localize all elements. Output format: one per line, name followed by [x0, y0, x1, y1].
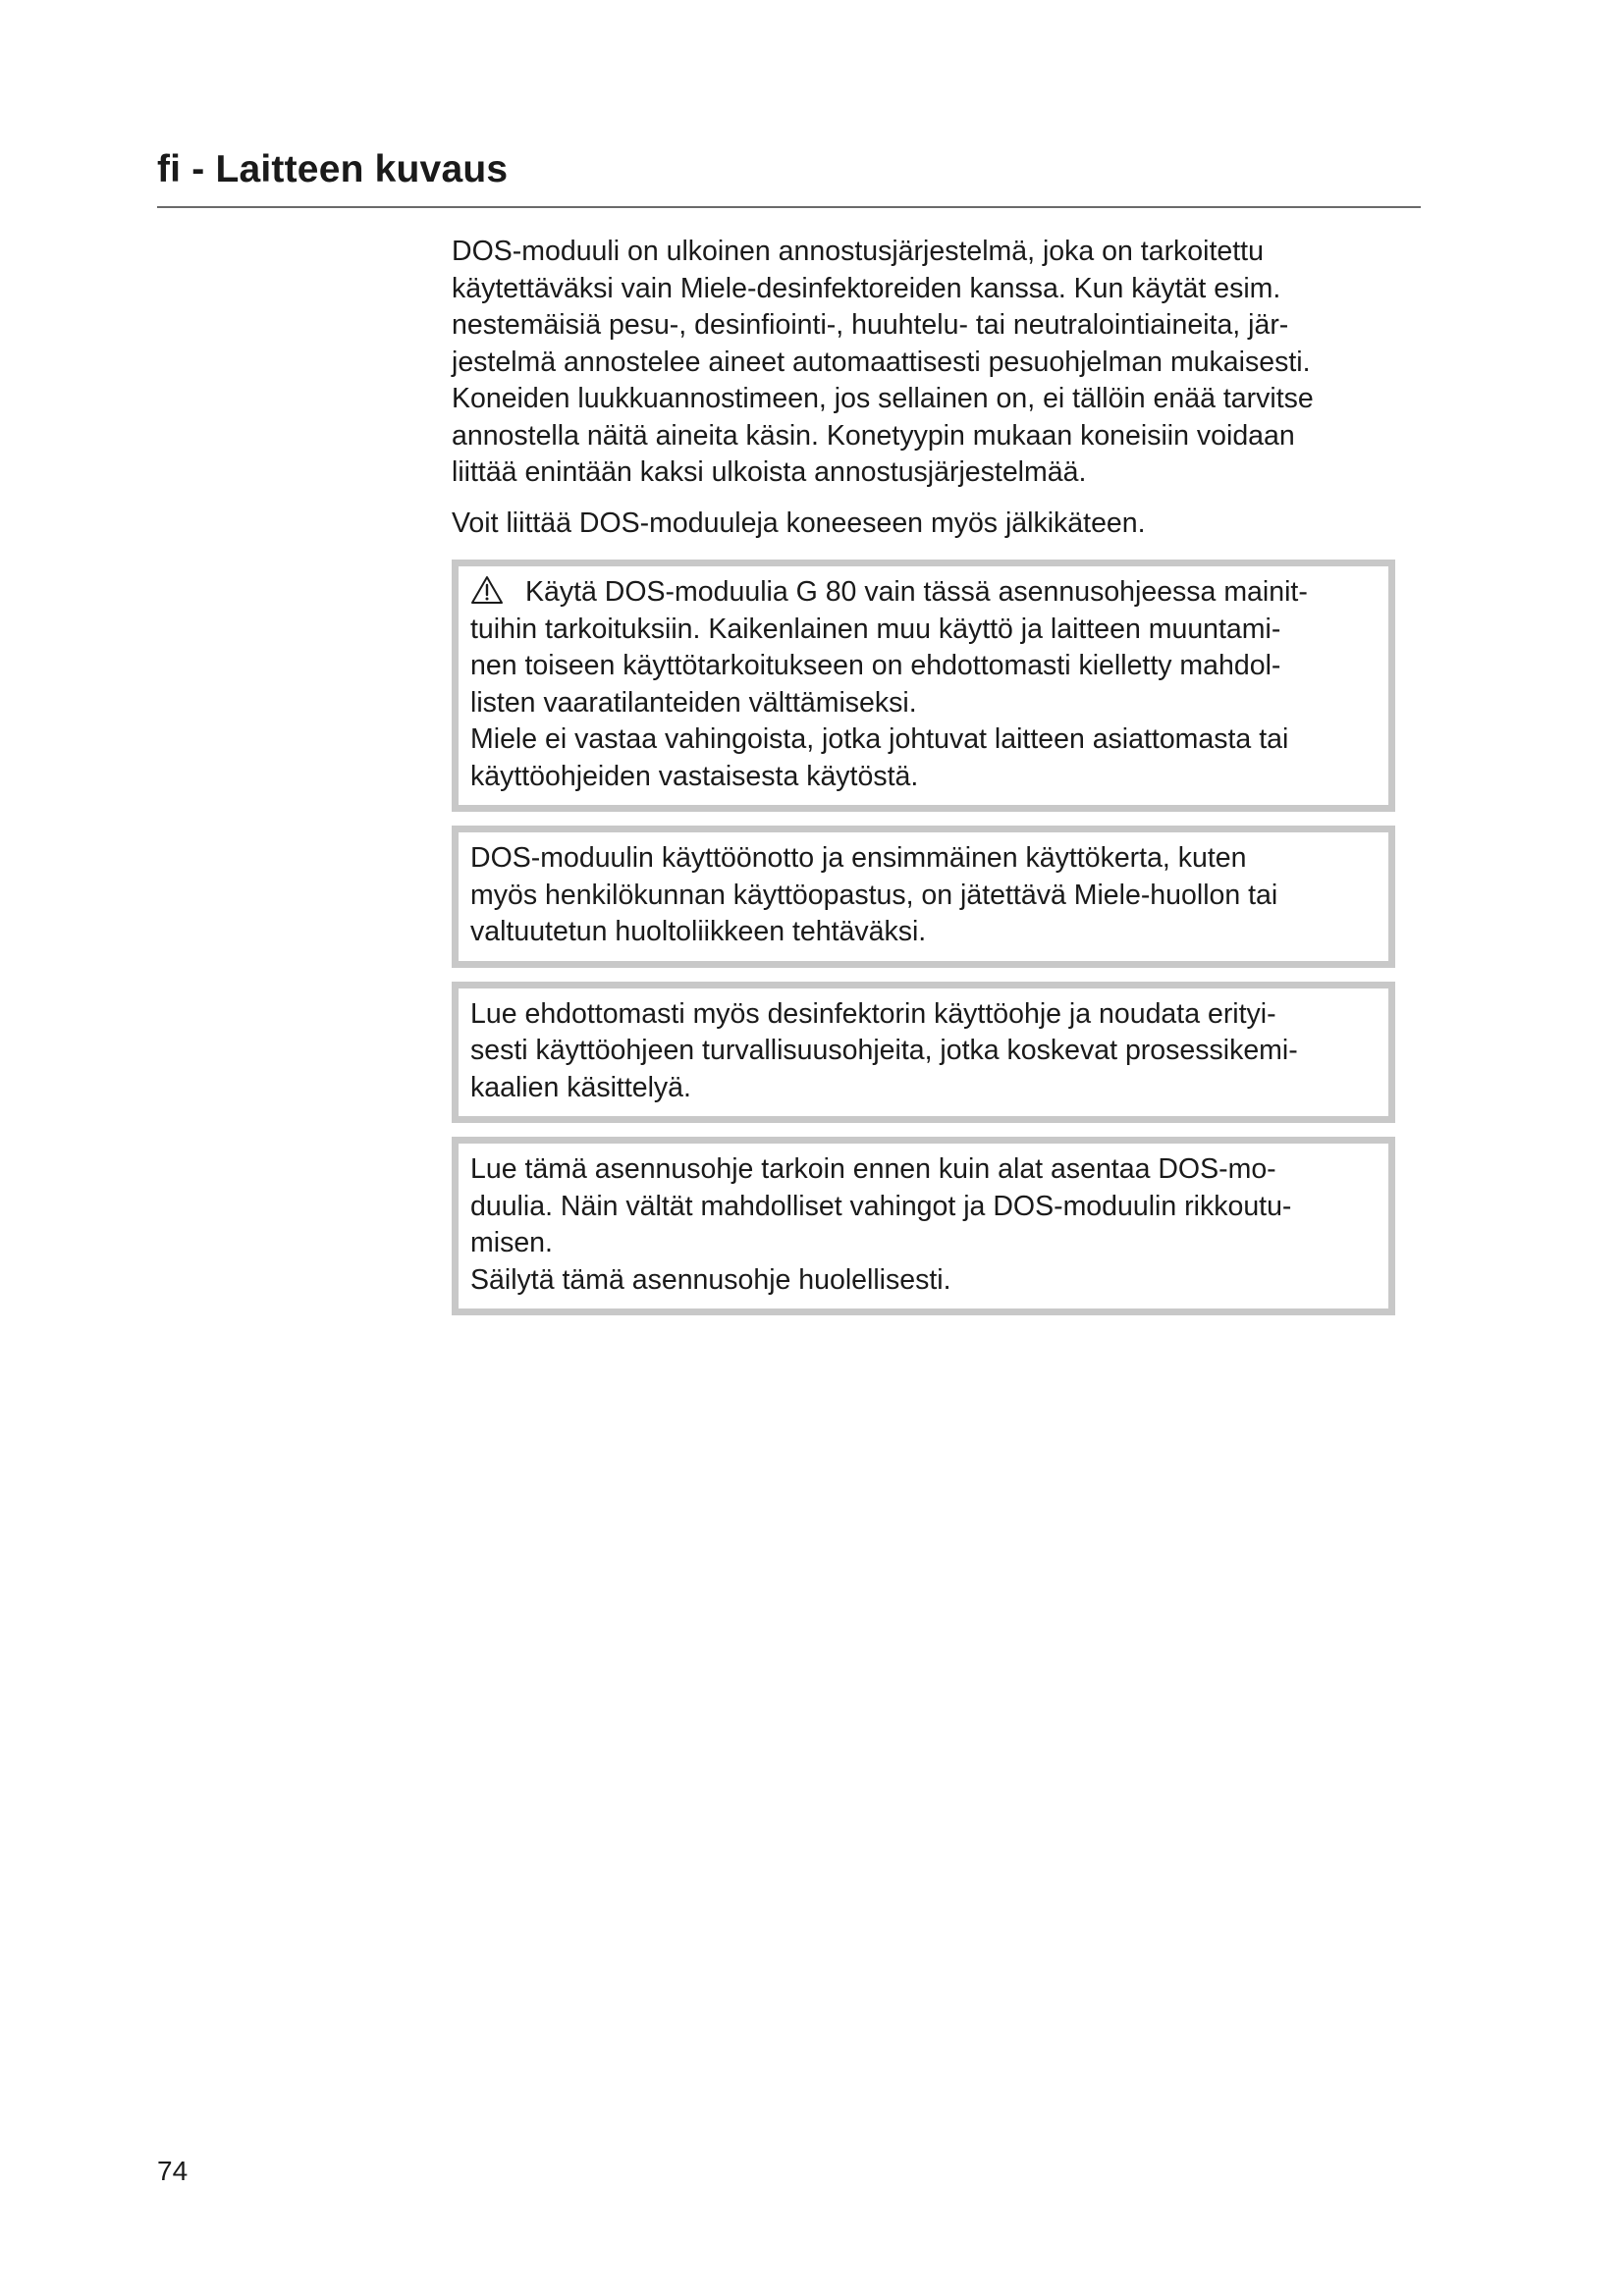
- note-text-installation-instructions: Lue tämä asennusohje tarkoin ennen kuin alat asentaa DOS-mo- duulia. Näin vältät mahdolliset vahingot ja DOS-moduulin rikkoutu- misen. Säilytä tämä asennusohje huolellisesti.: [470, 1153, 1292, 1296]
- note-text-commissioning: DOS-moduulin käyttöönotto ja ensimmäinen käyttökerta, kuten myös henkilökunnan käyttöopastus, on jätettävä Miele-huollon tai valtuutetun huoltoliikkeen tehtäväksi.: [470, 842, 1278, 947]
- page-title: fi - Laitteen kuvaus: [157, 148, 509, 190]
- title-divider: [157, 206, 1421, 208]
- warning-triangle-icon: [470, 575, 504, 605]
- main-content: [452, 234, 1424, 1315]
- page-number: 74: [157, 2156, 189, 2186]
- note-box-commissioning: [452, 826, 1395, 968]
- note-text-operating-instructions: Lue ehdottomasti myös desinfektorin käyttöohje ja noudata erityi- sesti käyttöohjeen turvallisuusohjeita, jotka koskevat prosessikemi- kaalien käsittelyä.: [470, 997, 1298, 1103]
- warning-box: [452, 560, 1395, 812]
- note-box-operating-instructions: [452, 982, 1395, 1124]
- followup-paragraph: Voit liittää DOS-moduuleja koneeseen myös jälkikäteen.: [452, 507, 1146, 539]
- warning-text: Käytä DOS-moduulia G 80 vain tässä asennusohjeessa mainit- tuihin tarkoituksiin. Kaikenlainen muu käyttö ja laitteen muuntami- nen toiseen käyttötarkoitukseen on ehdottomasti kielletty mahdol- listen vaaratilanteiden välttämiseksi. Miele ei vastaa vahingoista, jotka johtuvat laitteen asiattomasta tai käyttöohjeiden vastaisesta käytöstä.: [470, 576, 1308, 792]
- note-box-installation-instructions: [452, 1137, 1395, 1315]
- warning-paragraph: [470, 574, 1377, 795]
- intro-paragraph: DOS-moduuli on ulkoinen annostusjärjestelmä, joka on tarkoitettu käytettäväksi vain Miele-desinfektoreiden kanssa. Kun käytät esim. nestemäisiä pesu-, desinfiointi-, huuhtelu- tai neutralointiaineita, jär- jestelmä annostelee aineet automaattisesti pesuohjelman mukaisesti. Koneiden luukkuannostimeen, jos sellainen on, ei tällöin enää tarvitse annostella näitä aineita käsin. Konetyypin mukaan koneisiin voidaan liittää enintään kaksi ulkoista annostusjärjestelmää.: [452, 236, 1314, 488]
